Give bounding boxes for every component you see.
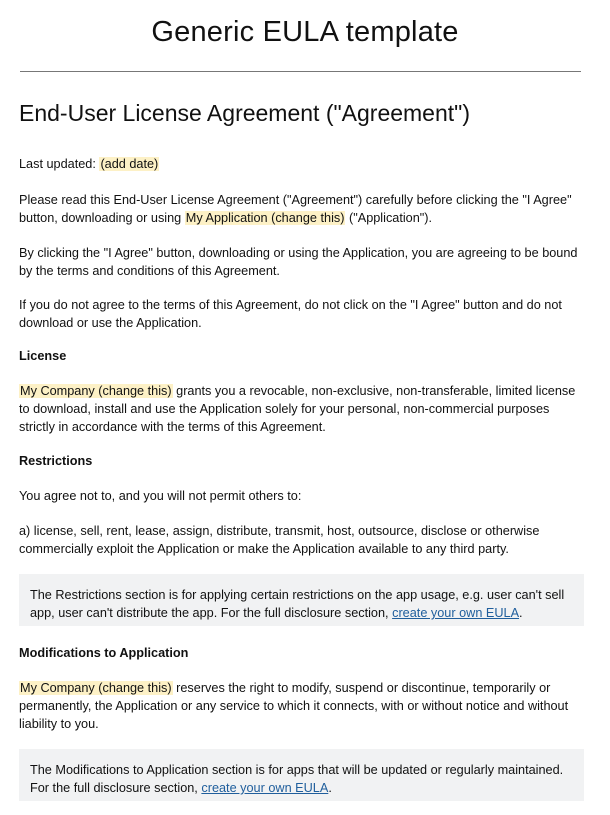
agree-line-1: By clicking the "I Agree" button, downloading or using the Application, you are agreeing to be bound <box>19 246 578 260</box>
restrictions-note-line-2: app, user can't distribute the app. For the full disclosure section, <box>30 606 389 620</box>
app-name-placeholder: My Application (change this) <box>185 211 345 225</box>
page-title: Generic EULA template <box>151 16 459 48</box>
modifications-note-box <box>19 749 584 801</box>
intro-line-1: Please read this End-User License Agreement ("Agreement") carefully before clicking the "I Agree" <box>19 193 572 207</box>
restriction-a-line-1: a) license, sell, rent, lease, assign, distribute, transmit, host, outsource, disclose or otherwise <box>19 524 540 538</box>
create-eula-link[interactable]: create your own EULA <box>392 606 520 620</box>
modifications-heading: Modifications to Application <box>19 646 189 660</box>
license-line-2: to download, install and use the Application solely for your personal, non-commercial purposes <box>19 402 550 416</box>
license-line-3: strictly in accordance with the terms of this Agreement. <box>19 420 326 434</box>
agreement-heading: End-User License Agreement ("Agreement") <box>19 100 470 126</box>
title-divider <box>20 71 581 72</box>
restrictions-note-line-1: The Restrictions section is for applying certain restrictions on the app usage, e.g. user can't sell <box>30 588 565 602</box>
disagree-line-2: download or use the Application. <box>19 316 202 330</box>
company-name-placeholder: My Company (change this) <box>20 681 172 695</box>
restrictions-note-end: . <box>519 606 523 620</box>
agree-paragraph <box>19 244 584 280</box>
modifications-line-1: reserves the right to modify, suspend or discontinue, temporarily or <box>176 681 551 695</box>
restriction-item-a <box>19 522 584 558</box>
restrictions-heading: Restrictions <box>19 454 93 468</box>
agree-line-2: by the terms and conditions of this Agreement. <box>19 264 280 278</box>
disagree-line-1: If you do not agree to the terms of this Agreement, do not click on the "I Agree" button and do not <box>19 298 562 312</box>
last-updated-placeholder: (add date) <box>100 157 159 171</box>
last-updated-label: Last updated: <box>19 157 96 171</box>
company-name-placeholder: My Company (change this) <box>20 384 172 398</box>
modifications-note-line-2: For the full disclosure section, <box>30 781 198 795</box>
intro-line-2-start: button, downloading or using <box>19 211 182 225</box>
modifications-line-3: liability to you. <box>19 717 99 731</box>
modifications-note-end: . <box>328 781 332 795</box>
last-updated-line <box>19 155 584 173</box>
modifications-line-2: permanently, the Application or any service to which it connects, with or without notice and without <box>19 699 569 713</box>
disagree-paragraph <box>19 296 584 332</box>
create-eula-link[interactable]: create your own EULA <box>201 781 329 795</box>
modifications-paragraph <box>19 679 584 733</box>
intro-paragraph <box>19 191 584 227</box>
restrictions-note-box <box>19 574 584 626</box>
license-heading: License <box>19 349 67 363</box>
intro-line-2-end: ("Application"). <box>349 211 433 225</box>
restriction-a-line-2: commercially exploit the Application or make the Application available to any third party. <box>19 542 509 556</box>
restrictions-intro: You agree not to, and you will not permit others to: <box>19 489 302 503</box>
license-paragraph <box>19 382 584 436</box>
modifications-note-line-1: The Modifications to Application section is for apps that will be updated or regularly maintained. <box>30 763 564 777</box>
license-line-1: grants you a revocable, non-exclusive, non-transferable, limited license <box>176 384 576 398</box>
